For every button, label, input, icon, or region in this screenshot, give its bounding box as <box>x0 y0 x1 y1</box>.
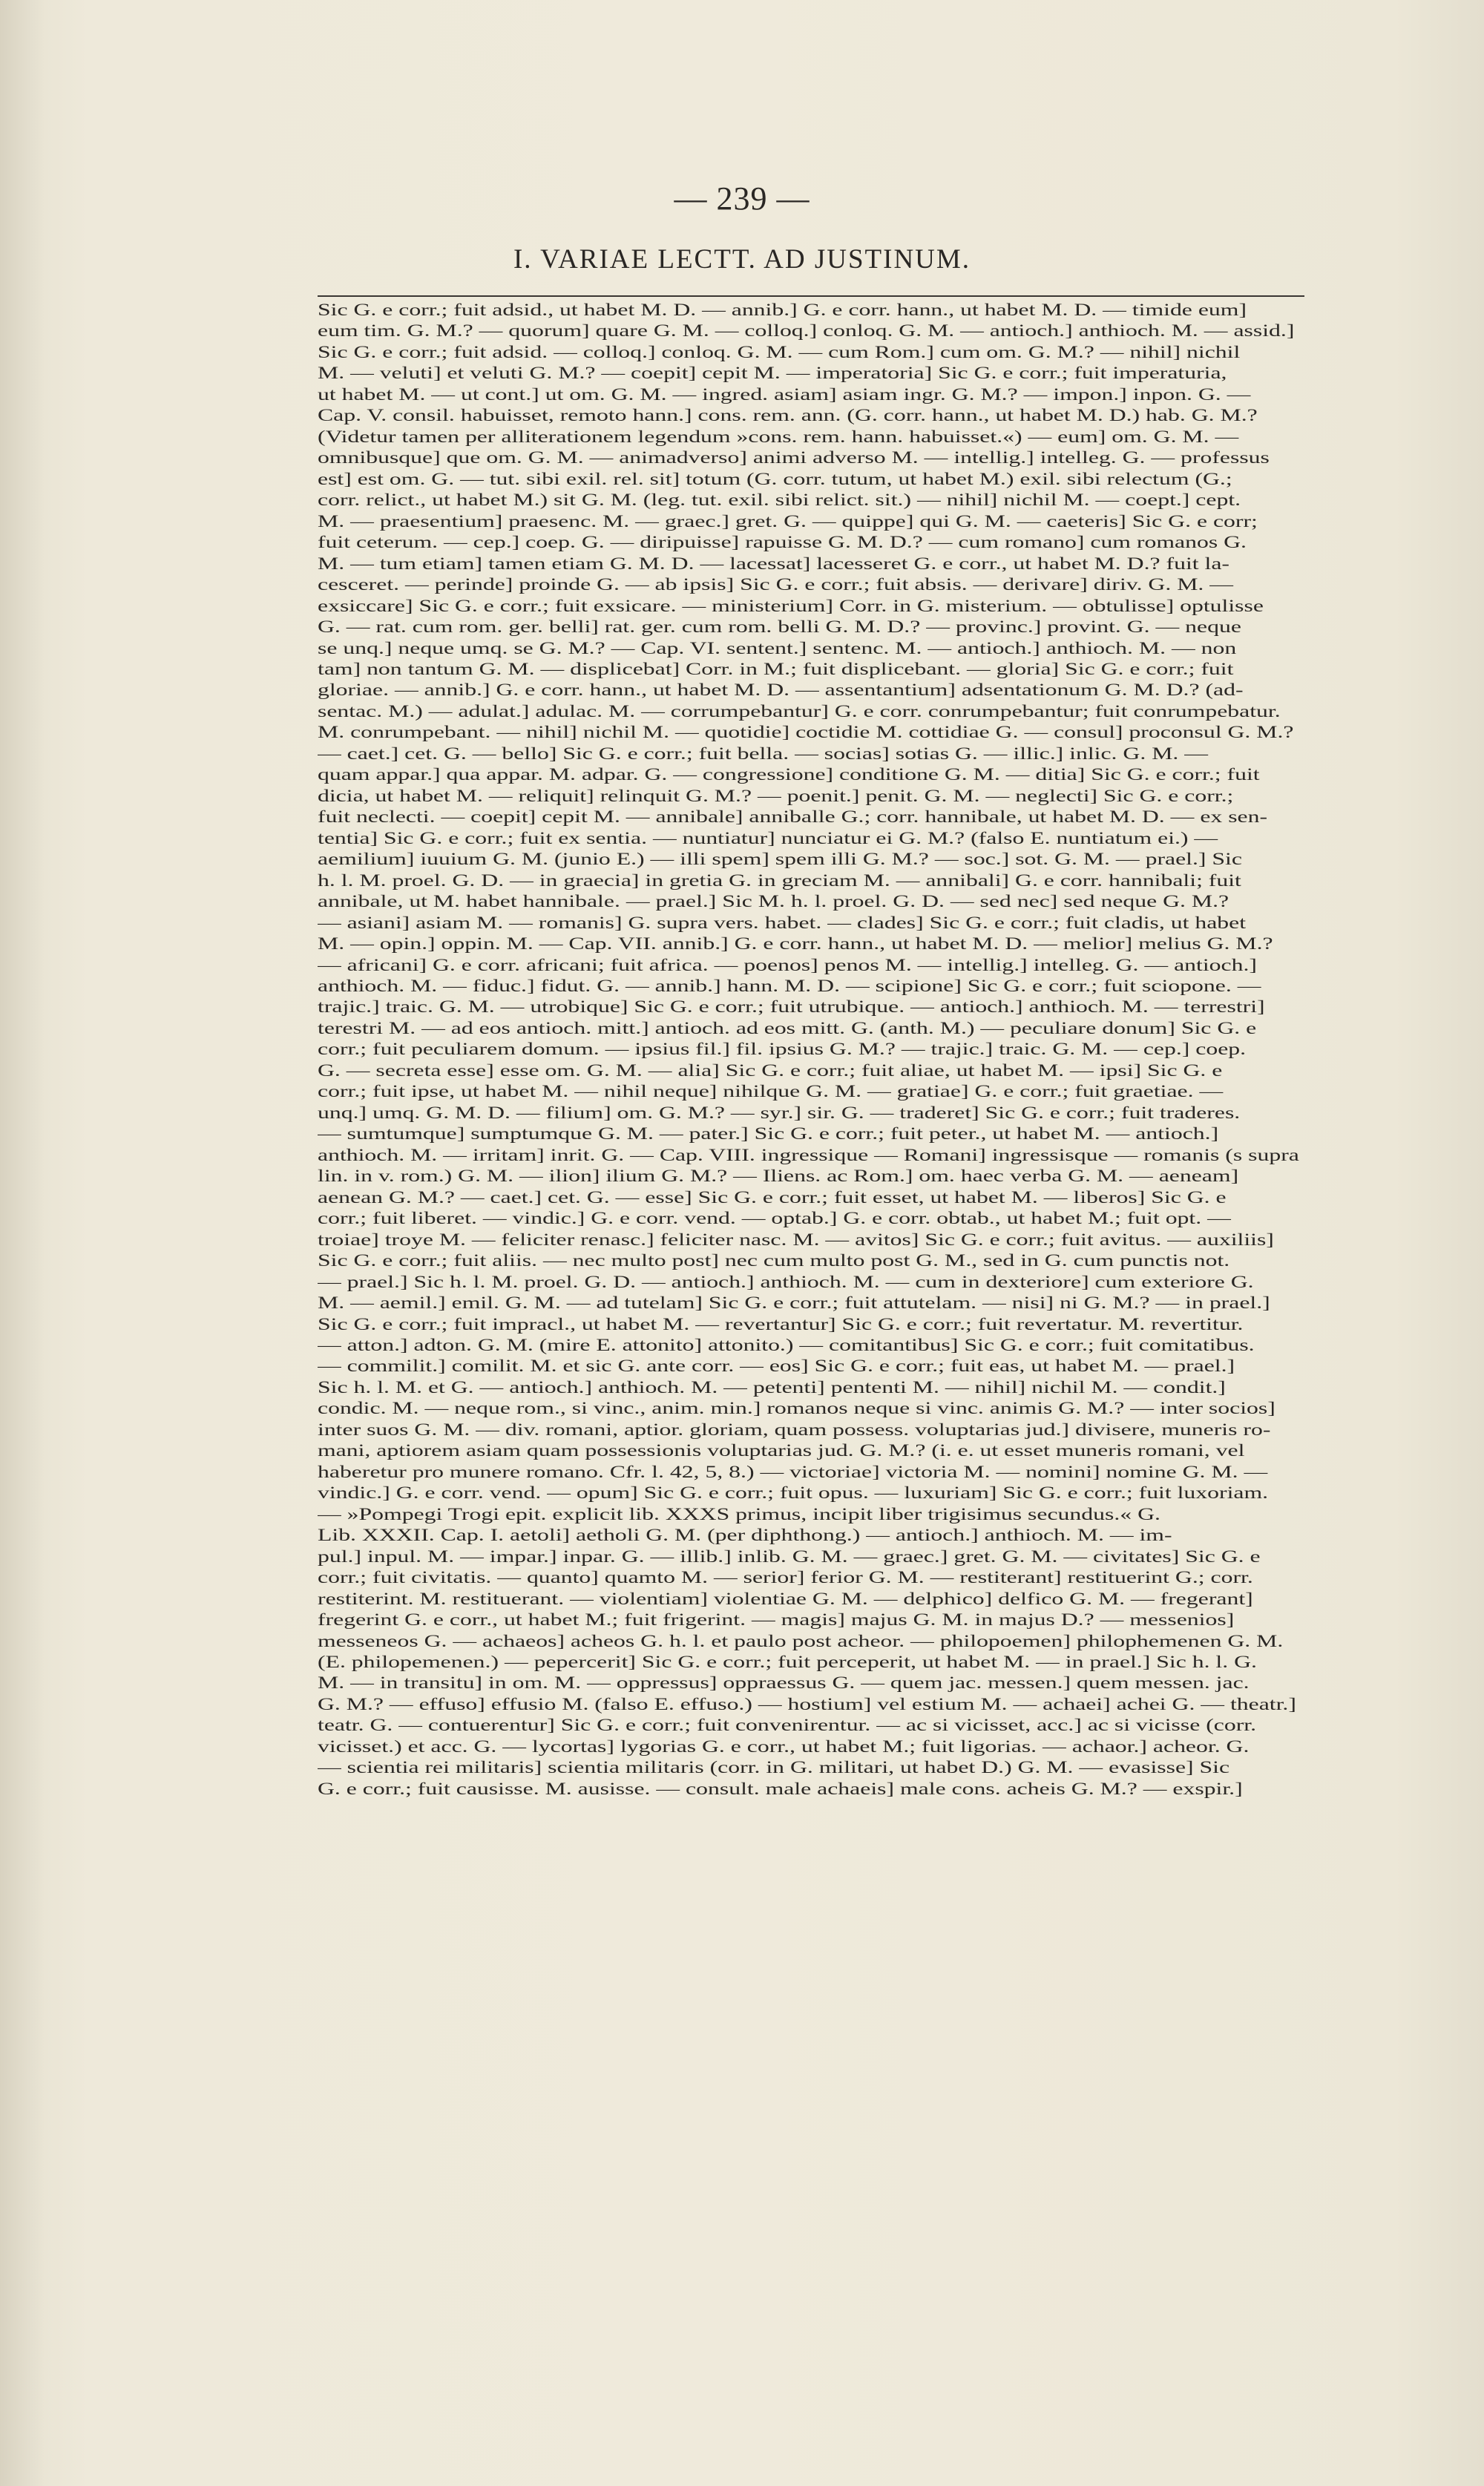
apparatus-line-text: vindic.] G. e corr. vend. — opum] Sic G. e corr.; fuit opus. — luxuriam] Sic G. e corr.; fuit luxoriam. <box>318 1483 1269 1503</box>
apparatus-line-text: trajic.] traic. G. M. — utrobique] Sic G. e corr.; fuit utrubique. — antioch.] anthioch. M. — terrestri] <box>318 997 1265 1017</box>
apparatus-line <box>318 1356 1304 1377</box>
apparatus-line-text: terestri M. — ad eos antioch. mitt.] antioch. ad eos mitt. G. (anth. M.) — peculiare donum] Sic G. e <box>318 1018 1257 1038</box>
apparatus-line <box>318 1039 1304 1060</box>
apparatus-line-text: M. — opin.] oppin. M. — Cap. VII. annib.] G. e corr. hann., ut habet M. D. — melior] melius G. M.? <box>318 934 1273 954</box>
apparatus-line-text: (Videtur tamen per alliterationem legendum »cons. rem. hann. habuisset.«) — eum] om. G. M. — <box>318 427 1239 447</box>
apparatus-line-text: M. conrumpebant. — nihil] nichil M. — quotidie] coctidie M. cottidiae G. — consul] proconsul G. M.? <box>318 723 1294 743</box>
apparatus-line <box>318 1314 1304 1335</box>
apparatus-line <box>318 1335 1304 1356</box>
section-title: I. VARIAE LECTT. AD JUSTINUM. <box>513 244 971 275</box>
apparatus-line <box>318 1547 1304 1567</box>
apparatus-line <box>318 1208 1304 1229</box>
apparatus-line-text: tentia] Sic G. e corr.; fuit ex sentia. — nuntiatur] nunciatur ei G. M.? (falso E. nuntiatum ei.) — <box>318 828 1218 848</box>
apparatus-line-text: h. l. M. proel. G. D. — in graecia] in gretia G. in greciam M. — annibali] G. e corr. hannibali; fuit <box>318 870 1241 891</box>
apparatus-line <box>318 405 1304 426</box>
apparatus-line-text: Sic h. l. M. et G. — antioch.] anthioch. M. — petenti] pententi M. — nihil] nichil M. — condit.] <box>318 1377 1226 1397</box>
apparatus-line-text: eum tim. G. M.? — quorum] quare G. M. — colloq.] conloq. G. M. — antioch.] anthioch. M. — assid.] <box>318 321 1295 341</box>
apparatus-line-text: quam appar.] qua appar. M. adpar. G. — congressione] conditione G. M. — ditia] Sic G. e corr.; fuit <box>318 765 1260 785</box>
apparatus-line-text: dicia, ut habet M. — reliquit] relinquit G. M.? — poenit.] penit. G. M. — neglecti] Sic G. e corr.; <box>318 786 1234 806</box>
apparatus-line-text: est] est om. G. — tut. sibi exil. rel. sit] totum (G. corr. tutum, ut habet M.) exil. sibi relectum (G.; <box>318 469 1232 489</box>
apparatus-line-text: restiterint. M. restituerant. — violentiam] violentiae G. M. — delphico] delfico G. M. — fregerant] <box>318 1589 1253 1609</box>
apparatus-text-block <box>318 300 1304 1800</box>
apparatus-line-text: exsiccare] Sic G. e corr.; fuit exsicare. — ministerium] Corr. in G. misterium. — obtulisse] optulisse <box>318 596 1264 616</box>
page-gutter-shadow <box>0 0 45 2486</box>
apparatus-line-text: — asiani] asiam M. — romanis] G. supra vers. habet. — clades] Sic G. e corr.; fuit cladis, ut habet <box>318 913 1247 933</box>
apparatus-line-text: condic. M. — neque rom., si vinc., anim. min.] romanos neque si vinc. animis G. M.? — inter socios] <box>318 1399 1275 1419</box>
apparatus-line-text: (E. philopemenen.) — pepercerit] Sic G. e corr.; fuit perceperit, ut habet M. — in prael.] Sic h. l. G. <box>318 1653 1257 1672</box>
apparatus-line <box>318 807 1304 827</box>
apparatus-line-text: aenean G. M.? — caet.] cet. G. — esse] Sic G. e corr.; fuit esset, ut habet M. — liberos] Sic G. e <box>318 1187 1227 1207</box>
apparatus-line-text: fuit ceterum. — cep.] coep. G. — diripuisse] rapuisse G. M. D.? — cum romano] cum romanos G. <box>318 533 1247 553</box>
apparatus-line <box>318 1377 1304 1398</box>
apparatus-line-text: M. — veluti] et veluti G. M.? — coepit] cepit M. — imperatoria] Sic G. e corr.; fuit imperaturia, <box>318 364 1227 384</box>
apparatus-line <box>318 1250 1304 1271</box>
apparatus-line-text: omnibusque] que om. G. M. — animadverso] animi adverso M. — intellig.] intelleg. G. — professus <box>318 448 1270 468</box>
apparatus-line-text: haberetur pro munere romano. Cfr. l. 42, 5, 8.) — victoriae] victoria M. — nomini] nomine G. M. — <box>318 1462 1268 1482</box>
apparatus-line-text: G. — rat. cum rom. ger. belli] rat. ger. cum rom. belli G. M. D.? — provinc.] provint. G. — neque <box>318 617 1241 637</box>
apparatus-line <box>318 722 1304 743</box>
apparatus-line <box>318 1504 1304 1525</box>
apparatus-line-text: — africani] G. e corr. africani; fuit africa. — poenos] penos M. — intellig.] intelleg. G. — antioch.] <box>318 955 1257 975</box>
apparatus-line-text: inter suos G. M. — div. romani, aptior. gloriam, quam possess. voluptarias jud.] divisere, muneris ro- <box>318 1420 1271 1440</box>
apparatus-line-text: corr.; fuit liberet. — vindic.] G. e corr. vend. — optab.] G. e corr. obtab., ut habet M.; fuit opt. — <box>318 1209 1231 1229</box>
apparatus-line <box>318 1736 1304 1757</box>
apparatus-line <box>318 870 1304 891</box>
apparatus-line-text: unq.] umq. G. M. D. — filium] om. G. M.? — syr.] sir. G. — traderet] Sic G. e corr.; fuit traderes. <box>318 1103 1241 1123</box>
apparatus-line-text: troiae] troye M. — feliciter renasc.] feliciter nasc. M. — avitos] Sic G. e corr.; fuit avitus. — auxiliis] <box>318 1230 1274 1250</box>
apparatus-line-text: mani, aptiorem asiam quam possessionis voluptarias jud. G. M.? (i. e. ut esset muneris romani, vel <box>318 1441 1245 1461</box>
apparatus-line <box>318 786 1304 807</box>
apparatus-line-text: fuit neclecti. — coepit] cepit M. — annibale] anniballe G.; corr. hannibale, ut habet M. D. — ex sen- <box>318 807 1268 827</box>
apparatus-line <box>318 1187 1304 1208</box>
apparatus-line <box>318 1589 1304 1610</box>
apparatus-line-text: — sumtumque] sumptumque G. M. — pater.] Sic G. e corr.; fuit peter., ut habet M. — antioch.] <box>318 1124 1219 1144</box>
apparatus-line <box>318 1293 1304 1313</box>
apparatus-line-text: sentac. M.) — adulat.] adulac. M. — corrumpebantur] G. e corr. conrumpebantur; fuit conrumpebatur. <box>318 701 1281 721</box>
apparatus-line <box>318 1103 1304 1124</box>
apparatus-line <box>318 1757 1304 1778</box>
apparatus-line-text: G. e corr.; fuit causisse. M. ausisse. — consult. male achaeis] male cons. acheis G. M.? — exspir.] <box>318 1779 1243 1799</box>
apparatus-line-text: anthioch. M. — fiduc.] fidut. G. — annib.] hann. M. D. — scipione] Sic G. e corr.; fuit sciopone. — <box>318 977 1261 996</box>
apparatus-line <box>318 934 1304 954</box>
apparatus-line <box>318 1779 1304 1800</box>
apparatus-line <box>318 511 1304 532</box>
apparatus-line <box>318 427 1304 447</box>
apparatus-line <box>318 300 1304 321</box>
apparatus-line <box>318 680 1304 701</box>
apparatus-line <box>318 532 1304 553</box>
title-rule <box>318 295 1304 297</box>
apparatus-line <box>318 447 1304 468</box>
apparatus-line-text: M. — tum etiam] tamen etiam G. M. D. — lacessat] lacesseret G. e corr., ut habet M. D.? fuit la- <box>318 554 1229 574</box>
apparatus-line-text: lin. in v. rom.) G. M. — ilion] ilium G. M.? — Iliens. ac Rom.] om. haec verba G. M. — aeneam] <box>318 1167 1239 1187</box>
apparatus-line-text: M. — in transitu] in om. M. — oppressus] oppraessus G. — quem jac. messen.] quem messen. jac. <box>318 1673 1250 1693</box>
apparatus-line <box>318 701 1304 722</box>
apparatus-line-text: — caet.] cet. G. — bello] Sic G. e corr.; fuit bella. — socias] sotias G. — illic.] inlic. G. M. — <box>318 744 1209 764</box>
apparatus-line <box>318 849 1304 870</box>
apparatus-line <box>318 490 1304 511</box>
apparatus-line <box>318 384 1304 405</box>
apparatus-line <box>318 1715 1304 1736</box>
apparatus-line-text: annibale, ut M. habet hannibale. — prael.] Sic M. h. l. proel. G. D. — sed nec] sed neque G. M.? <box>318 892 1229 912</box>
apparatus-line-text: Sic G. e corr.; fuit impracl., ut habet M. — revertantur] Sic G. e corr.; fuit revertatur. M. revertitur. <box>318 1314 1244 1334</box>
apparatus-line <box>318 1018 1304 1039</box>
apparatus-line-text: fregerint G. e corr., ut habet M.; fuit frigerint. — magis] majus G. M. in majus D.? — messenios] <box>318 1610 1235 1630</box>
apparatus-line <box>318 1398 1304 1419</box>
apparatus-line <box>318 1567 1304 1588</box>
apparatus-line <box>318 1420 1304 1440</box>
apparatus-line <box>318 828 1304 849</box>
apparatus-line-text: Lib. XXXII. Cap. I. aetoli] aetholi G. M. (per diphthong.) — antioch.] anthioch. M. — im- <box>318 1526 1172 1546</box>
apparatus-line <box>318 1060 1304 1081</box>
apparatus-line <box>318 955 1304 976</box>
apparatus-line-text: teatr. G. — contuerentur] Sic G. e corr.; fuit convenirentur. — ac si vicisset, acc.] ac si vicisse (corr. <box>318 1716 1257 1736</box>
apparatus-line-text: messeneos G. — achaeos] acheos G. h. l. et paulo post acheor. — philopoemen] philophemenen G. M. <box>318 1631 1284 1651</box>
apparatus-line-text: Sic G. e corr.; fuit aliis. — nec multo post] nec cum multo post G. M., sed in G. cum punctis not. <box>318 1251 1230 1271</box>
apparatus-line-text: M. — aemil.] emil. G. M. — ad tutelam] Sic G. e corr.; fuit attutelam. — nisi] ni G. M.? — in prael.] <box>318 1293 1270 1313</box>
apparatus-line-text: M. — praesentium] praesenc. M. — graec.] gret. G. — quippe] qui G. M. — caeteris] Sic G. e corr; <box>318 511 1258 531</box>
apparatus-line <box>318 617 1304 637</box>
apparatus-line-text: corr.; fuit peculiarem domum. — ipsius fil.] fil. ipsius G. M.? — trajic.] traic. G. M. — cep.] coep. <box>318 1040 1247 1060</box>
apparatus-line <box>318 321 1304 341</box>
apparatus-line-text: cesceret. — perinde] proinde G. — ab ipsis] Sic G. e corr.; fuit absis. — derivare] diriv. G. M. — <box>318 575 1234 595</box>
apparatus-line-text: — prael.] Sic h. l. M. proel. G. D. — antioch.] anthioch. M. — cum in dexteriore] cum exteriore G. <box>318 1272 1254 1292</box>
apparatus-line <box>318 469 1304 490</box>
apparatus-line-text: ut habet M. — ut cont.] ut om. G. M. — ingred. asiam] asiam ingr. G. M.? — impon.] inpon. G. — <box>318 384 1251 404</box>
apparatus-line-text: vicisset.) et acc. G. — lycortas] lygorias G. e corr., ut habet M.; fuit ligorias. — achaor.] acheor. G. <box>318 1736 1250 1757</box>
apparatus-line-text: gloriae. — annib.] G. e corr. hann., ut habet M. D. — assentantium] adsentationum G. M. D.? (ad- <box>318 680 1244 701</box>
apparatus-line <box>318 1483 1304 1503</box>
apparatus-line <box>318 1124 1304 1144</box>
page-number: — 239 — <box>674 180 810 217</box>
apparatus-line <box>318 1145 1304 1166</box>
apparatus-line <box>318 659 1304 680</box>
apparatus-line-text: — commilit.] comilit. M. et sic G. ante corr. — eos] Sic G. e corr.; fuit eas, ut habet M. — prael.] <box>318 1357 1235 1377</box>
apparatus-line-text: G. — secreta esse] esse om. G. M. — alia] Sic G. e corr.; fuit aliae, ut habet M. — ipsi] Sic G. e <box>318 1060 1223 1080</box>
apparatus-line <box>318 574 1304 595</box>
apparatus-line <box>318 1462 1304 1483</box>
apparatus-line-text: Sic G. e corr.; fuit adsid. — colloq.] conloq. G. M. — cum Rom.] cum om. G. M.? — nihil] nichil <box>318 342 1241 362</box>
apparatus-line <box>318 1631 1304 1652</box>
apparatus-line <box>318 764 1304 785</box>
apparatus-line-text: — atton.] adton. G. M. (mire E. attonito] attonito.) — comitantibus] Sic G. e corr.; fuit comitatibus. <box>318 1335 1255 1355</box>
apparatus-line-text: aemilium] iuuium G. M. (junio E.) — illi spem] spem illi G. M.? — soc.] sot. G. M. — prael.] Sic <box>318 850 1242 870</box>
apparatus-line <box>318 554 1304 574</box>
apparatus-line-text: pul.] inpul. M. — impar.] inpar. G. — illib.] inlib. G. M. — graec.] gret. G. M. — civitates] Sic G. e <box>318 1547 1261 1567</box>
apparatus-line-text: G. M.? — effuso] effusio M. (falso E. effuso.) — hostium] vel estium M. — achaei] achei G. — theatr.] <box>318 1694 1296 1714</box>
apparatus-line <box>318 1081 1304 1102</box>
apparatus-line <box>318 913 1304 934</box>
apparatus-line-text: — »Pompegi Trogi epit. explicit lib. XXXS primus, incipit liber trigisimus secundus.« G. <box>318 1504 1160 1524</box>
apparatus-line <box>318 342 1304 363</box>
apparatus-line <box>318 1652 1304 1673</box>
apparatus-line <box>318 1694 1304 1715</box>
apparatus-line-text: se unq.] neque umq. se G. M.? — Cap. VI. sentent.] sentenc. M. — antioch.] anthioch. M. — non <box>318 638 1237 658</box>
apparatus-line-text: Cap. V. consil. habuisset, remoto hann.] cons. rem. ann. (G. corr. hann., ut habet M. D.) hab. G. M.? <box>318 406 1258 426</box>
apparatus-line <box>318 1166 1304 1187</box>
apparatus-line <box>318 638 1304 659</box>
apparatus-line-text: corr. relict., ut habet M.) sit G. M. (leg. tut. exil. sibi relict. sit.) — nihil] nichil M. — coept.] cept. <box>318 491 1241 511</box>
apparatus-line <box>318 1673 1304 1693</box>
apparatus-line <box>318 1610 1304 1630</box>
apparatus-line-text: Sic G. e corr.; fuit adsid., ut habet M. D. — annib.] G. e corr. hann., ut habet M. D. — timide eum] <box>318 301 1247 320</box>
apparatus-line <box>318 1525 1304 1546</box>
apparatus-line <box>318 363 1304 384</box>
apparatus-line <box>318 1440 1304 1461</box>
apparatus-line-text: corr.; fuit ipse, ut habet M. — nihil neque] nihilque G. M. — gratiae] G. e corr.; fuit graetiae. — <box>318 1082 1224 1102</box>
apparatus-line-text: corr.; fuit civitatis. — quanto] quamto M. — serior] ferior G. M. — restiterant] restituerint G.; corr. <box>318 1568 1253 1588</box>
apparatus-line <box>318 1230 1304 1250</box>
apparatus-line <box>318 976 1304 997</box>
apparatus-line-text: anthioch. M. — irritam] inrit. G. — Cap. VIII. ingressique — Romani] ingressisque — romanis (s supra <box>318 1145 1299 1165</box>
apparatus-line <box>318 596 1304 617</box>
apparatus-line <box>318 891 1304 912</box>
apparatus-line <box>318 744 1304 764</box>
apparatus-line-text: tam] non tantum G. M. — displicebat] Corr. in M.; fuit displicebant. — gloria] Sic G. e corr.; fuit <box>318 659 1234 679</box>
apparatus-line-text: — scientia rei militaris] scientia militaris (corr. in G. militari, ut habet D.) G. M. — evasisse] Sic <box>318 1758 1230 1778</box>
apparatus-line <box>318 997 1304 1017</box>
apparatus-line <box>318 1272 1304 1293</box>
